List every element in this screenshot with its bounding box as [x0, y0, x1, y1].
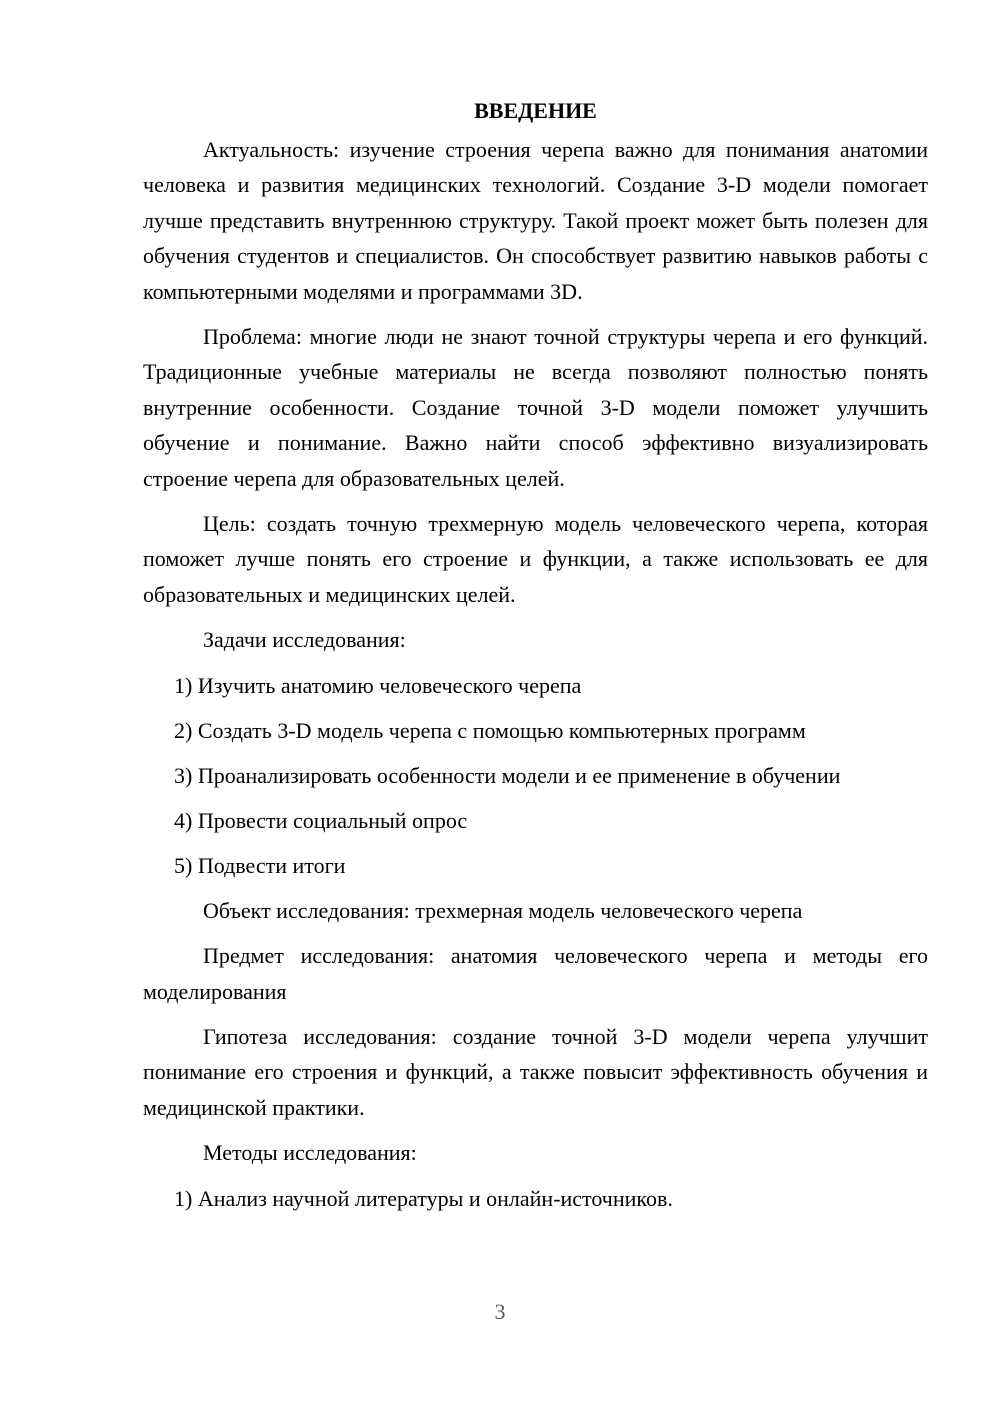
task-item-3: 3) Проанализировать особенности модели и ее применение в обучении [174, 762, 841, 788]
goal-paragraph: Цель: создать точную трехмерную модель человеческого черепа, которая поможет лучше понять его строение и функции, а также использовать ее для образовательных и медицинских целей. [143, 511, 928, 607]
methods-label: Методы исследования: [203, 1140, 417, 1166]
tasks-label: Задачи исследования: [203, 627, 406, 653]
tasks-list [143, 668, 928, 883]
methods-list [143, 1181, 928, 1216]
subject-paragraph: Предмет исследования: анатомия человеческого черепа и методы его моделирования [143, 943, 928, 1004]
problem-paragraph: Проблема: многие люди не знают точной структуры черепа и его функций. Традиционные учебные материалы не всегда позволяют полностью понять внутренние особенности. Создание точной 3-D модели поможет улучшить обучение и понимание. Важно найти способ эффективно визуализировать строение черепа для образовательных целей. [143, 324, 928, 491]
method-item-1: 1) Анализ научной литературы и онлайн-источников. [174, 1185, 673, 1211]
task-item-2: 2) Создать 3-D модель черепа с помощью компьютерных программ [174, 717, 806, 743]
relevance-paragraph: Актуальность: изучение строения черепа важно для понимания анатомии человека и развития медицинских технологий. Создание 3-D модели помогает лучше представить внутреннюю структуру. Такой проект может быть полезен для обучения студентов и специалистов. Он способствует развитию навыков работы с компьютерными моделями и программами 3D. [143, 137, 928, 304]
hypothesis-paragraph: Гипотеза исследования: создание точной 3-D модели черепа улучшит понимание его строения и функций, а также повысит эффективность обучения и медицинской практики. [143, 1023, 928, 1120]
object-paragraph: Объект исследования: трехмерная модель человеческого черепа [203, 897, 803, 923]
page-content [143, 94, 928, 1216]
page-title: ВВЕДЕНИЕ [474, 98, 597, 123]
task-item-1: 1) Изучить анатомию человеческого черепа [174, 672, 582, 698]
task-item-5: 5) Подвести итоги [174, 852, 346, 878]
task-item-4: 4) Провести социальный опрос [174, 807, 468, 833]
page-number: 3 [494, 1299, 506, 1324]
